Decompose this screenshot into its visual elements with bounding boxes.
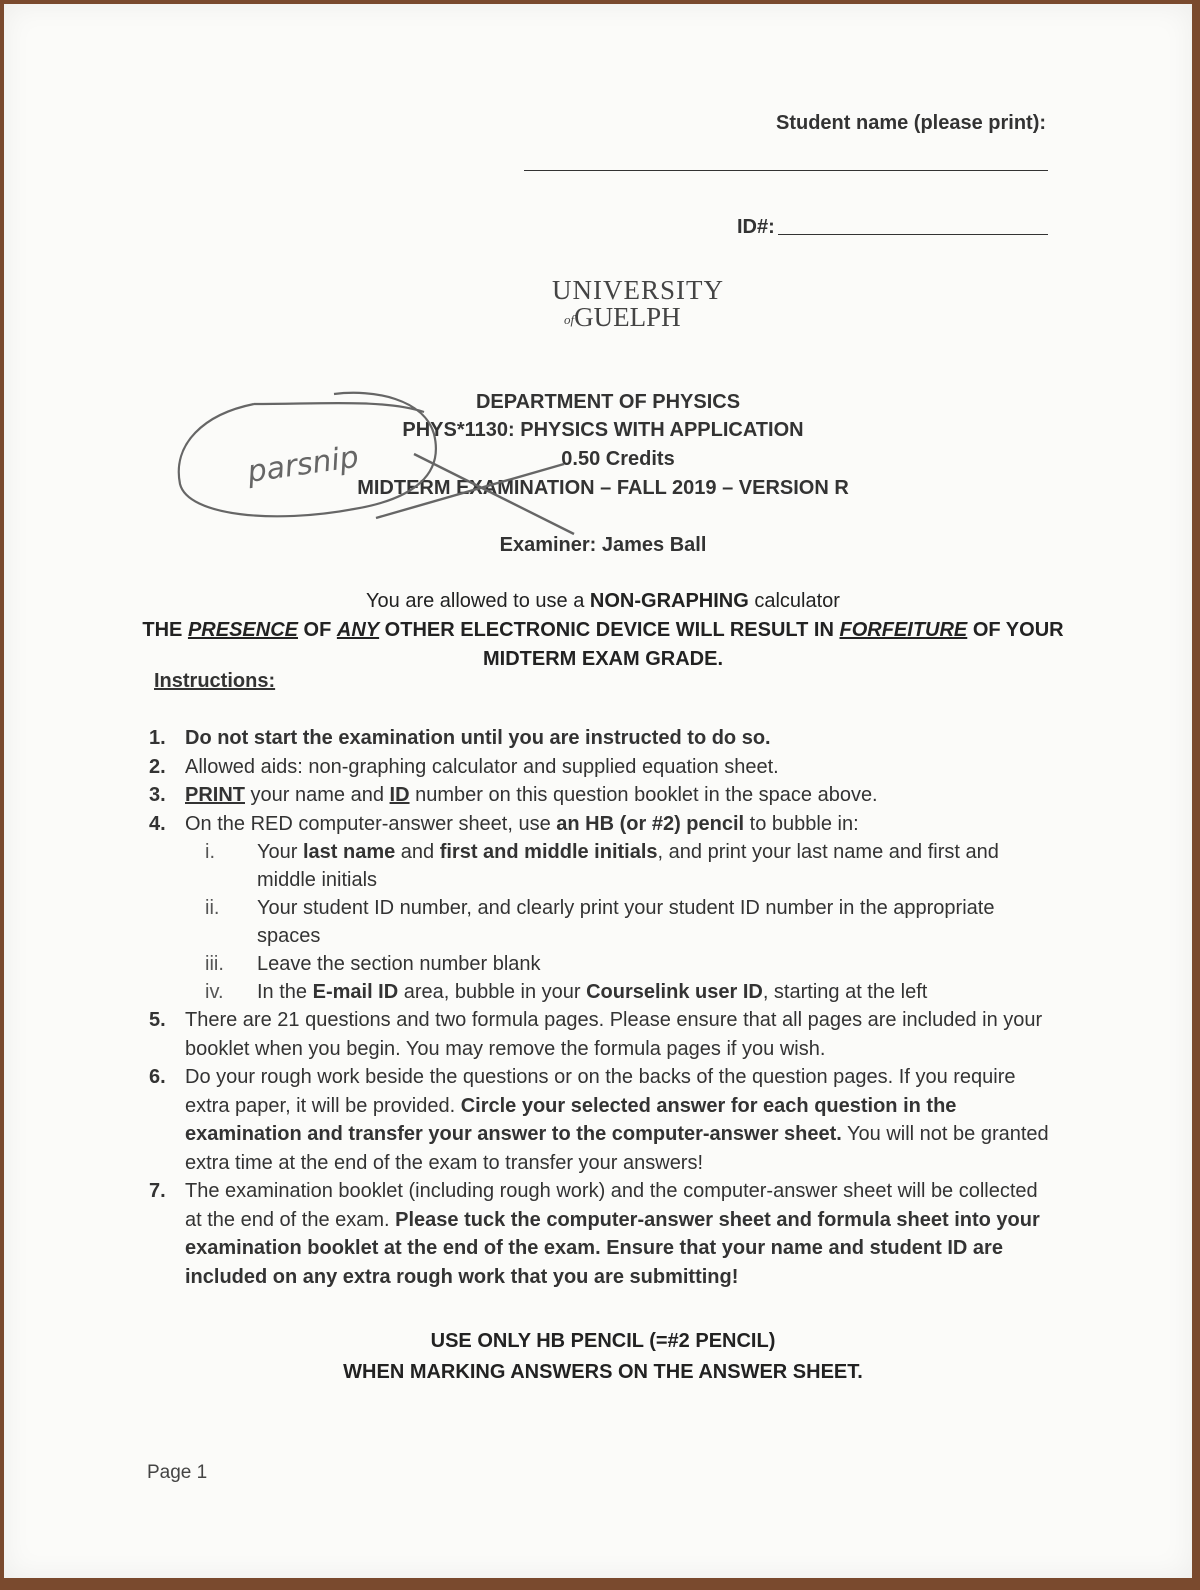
sub-instruction-text: Your student ID number, and clearly print your student ID number in the appropriate spaces <box>257 897 995 947</box>
instruction-number: 1. <box>149 727 166 749</box>
sub-instruction-text: In the <box>257 981 313 1003</box>
sub-instruction-numeral: iii. <box>205 953 224 975</box>
instruction-text: Allowed aids: non-graphing calculator and supplied equation sheet. <box>185 755 779 778</box>
exam-title: MIDTERM EXAMINATION – FALL 2019 – VERSION R <box>357 477 849 499</box>
sub-instruction-numeral: iv. <box>205 981 224 1003</box>
instruction-number: 4. <box>149 812 166 835</box>
course-title: PHYS*1130: PHYSICS WITH APPLICATION <box>402 419 804 441</box>
sub-instruction-text: , starting at the left <box>762 981 928 1003</box>
device-warning-part: OF YOUR <box>967 619 1064 641</box>
instruction-text: You will not be granted extra time at the end of the exam to transfer your answers! <box>185 1123 1049 1174</box>
exam-page <box>4 4 1192 1578</box>
sub-instruction-text: area, bubble in your <box>398 981 587 1003</box>
pencil-reminder-line2: WHEN MARKING ANSWERS ON THE ANSWER SHEET. <box>343 1361 863 1383</box>
sub-instruction-emph: last name <box>302 841 396 863</box>
instruction-text: Do not start the examination until you are instructed to do so. <box>185 727 771 749</box>
instruction-emph: an HB (or #2) pencil <box>556 812 745 835</box>
logo-line-1: UNIVERSITY <box>552 275 724 305</box>
pencil-reminder-line1: USE ONLY HB PENCIL (=#2 PENCIL) <box>430 1330 776 1352</box>
sub-instruction-text: and <box>395 841 440 863</box>
sub-instruction-item <box>185 950 1054 978</box>
sub-instruction-item <box>185 894 1054 950</box>
sub-instruction-text: Leave the section number blank <box>257 953 541 975</box>
sub-instruction-item <box>185 838 1054 894</box>
department-heading: DEPARTMENT OF PHYSICS <box>475 391 741 413</box>
course-credits: 0.50 Credits <box>561 448 675 470</box>
page-number: Page 1 <box>147 1462 208 1483</box>
calculator-note-c: calculator <box>748 590 840 612</box>
device-warning-emph: ANY <box>336 619 380 641</box>
sub-instruction-text: , and print your last name and first and middle initials <box>257 841 999 891</box>
instruction-emph: Circle your selected answer for each question in the examination and transfer your answer to the computer-answer sheet. <box>185 1094 957 1145</box>
calculator-note-a: You are allowed to use a <box>366 590 590 612</box>
logo-of: of <box>564 311 575 327</box>
instruction-item <box>149 1177 1054 1291</box>
logo-line-2: GUELPH <box>574 302 681 332</box>
instruction-item <box>149 1063 1054 1177</box>
device-warning-emph: PRESENCE <box>187 619 298 641</box>
student-name-label: Student name (please print): <box>776 112 1047 134</box>
device-warning-part: THE <box>142 619 188 641</box>
sub-instruction-item <box>185 978 1054 1006</box>
instruction-item <box>149 724 1054 753</box>
instructions-list <box>149 724 1054 1291</box>
instruction-text: The examination booklet (including rough work) and the computer-answer sheet will be collected at the end of the exam. <box>185 1180 1038 1231</box>
instruction-number: 5. <box>149 1009 166 1031</box>
examiner: Examiner: James Ball <box>499 534 707 556</box>
instruction-item <box>149 1006 1054 1063</box>
device-warning <box>4 616 1192 645</box>
instruction-number: 6. <box>149 1066 166 1088</box>
device-warning-part: OF <box>297 619 337 641</box>
instruction-number: 2. <box>149 755 166 778</box>
sub-instruction-emph: Courselink user ID <box>586 981 763 1003</box>
device-warning-line2: MIDTERM EXAM GRADE. <box>483 648 723 670</box>
handwritten-word: parsnip <box>245 439 361 490</box>
sub-instructions-list <box>185 838 1054 1006</box>
instruction-text: There are 21 questions and two formula pages. Please ensure that all pages are included in your booklet when you begin. You may remove the formula pages if you wish. <box>185 1009 1043 1060</box>
instruction-text: Do your rough work beside the questions or on the backs of the question pages. If you require extra paper, it will be provided. <box>185 1066 1016 1117</box>
instruction-number: 7. <box>149 1180 166 1202</box>
student-id-label: ID#: <box>737 216 775 238</box>
instruction-text: to bubble in: <box>744 812 859 835</box>
instruction-emph: ID <box>389 784 410 806</box>
calculator-note <box>4 587 1192 616</box>
sub-instruction-numeral: i. <box>205 841 215 863</box>
instruction-item <box>149 781 1054 810</box>
instruction-emph: PRINT <box>185 784 245 806</box>
sub-instruction-text: Your <box>257 841 303 863</box>
instruction-number: 3. <box>149 784 166 806</box>
instruction-item <box>149 810 1054 1007</box>
device-warning-part: OTHER ELECTRONIC DEVICE WILL RESULT IN <box>379 619 840 641</box>
sub-instruction-emph: first and middle initials <box>439 841 658 863</box>
pencil-annotation <box>4 4 1192 604</box>
instruction-text: your name and <box>245 784 390 806</box>
instructions-heading: Instructions: <box>154 670 276 692</box>
instruction-text: number on this question booklet in the space above. <box>409 784 878 806</box>
instruction-text: On the RED computer-answer sheet, use <box>185 812 557 835</box>
instruction-item <box>149 753 1054 782</box>
instruction-emph: Please tuck the computer-answer sheet and formula sheet into your examination booklet at the end of the exam. Ensure that your name and student ID are included on any extra rough work that you are submitting! <box>185 1208 1040 1288</box>
sub-instruction-numeral: ii. <box>205 897 220 919</box>
calculator-note-b: NON-GRAPHING <box>589 590 749 612</box>
device-warning-emph: FORFEITURE <box>839 619 968 641</box>
sub-instruction-emph: E-mail ID <box>312 981 399 1003</box>
